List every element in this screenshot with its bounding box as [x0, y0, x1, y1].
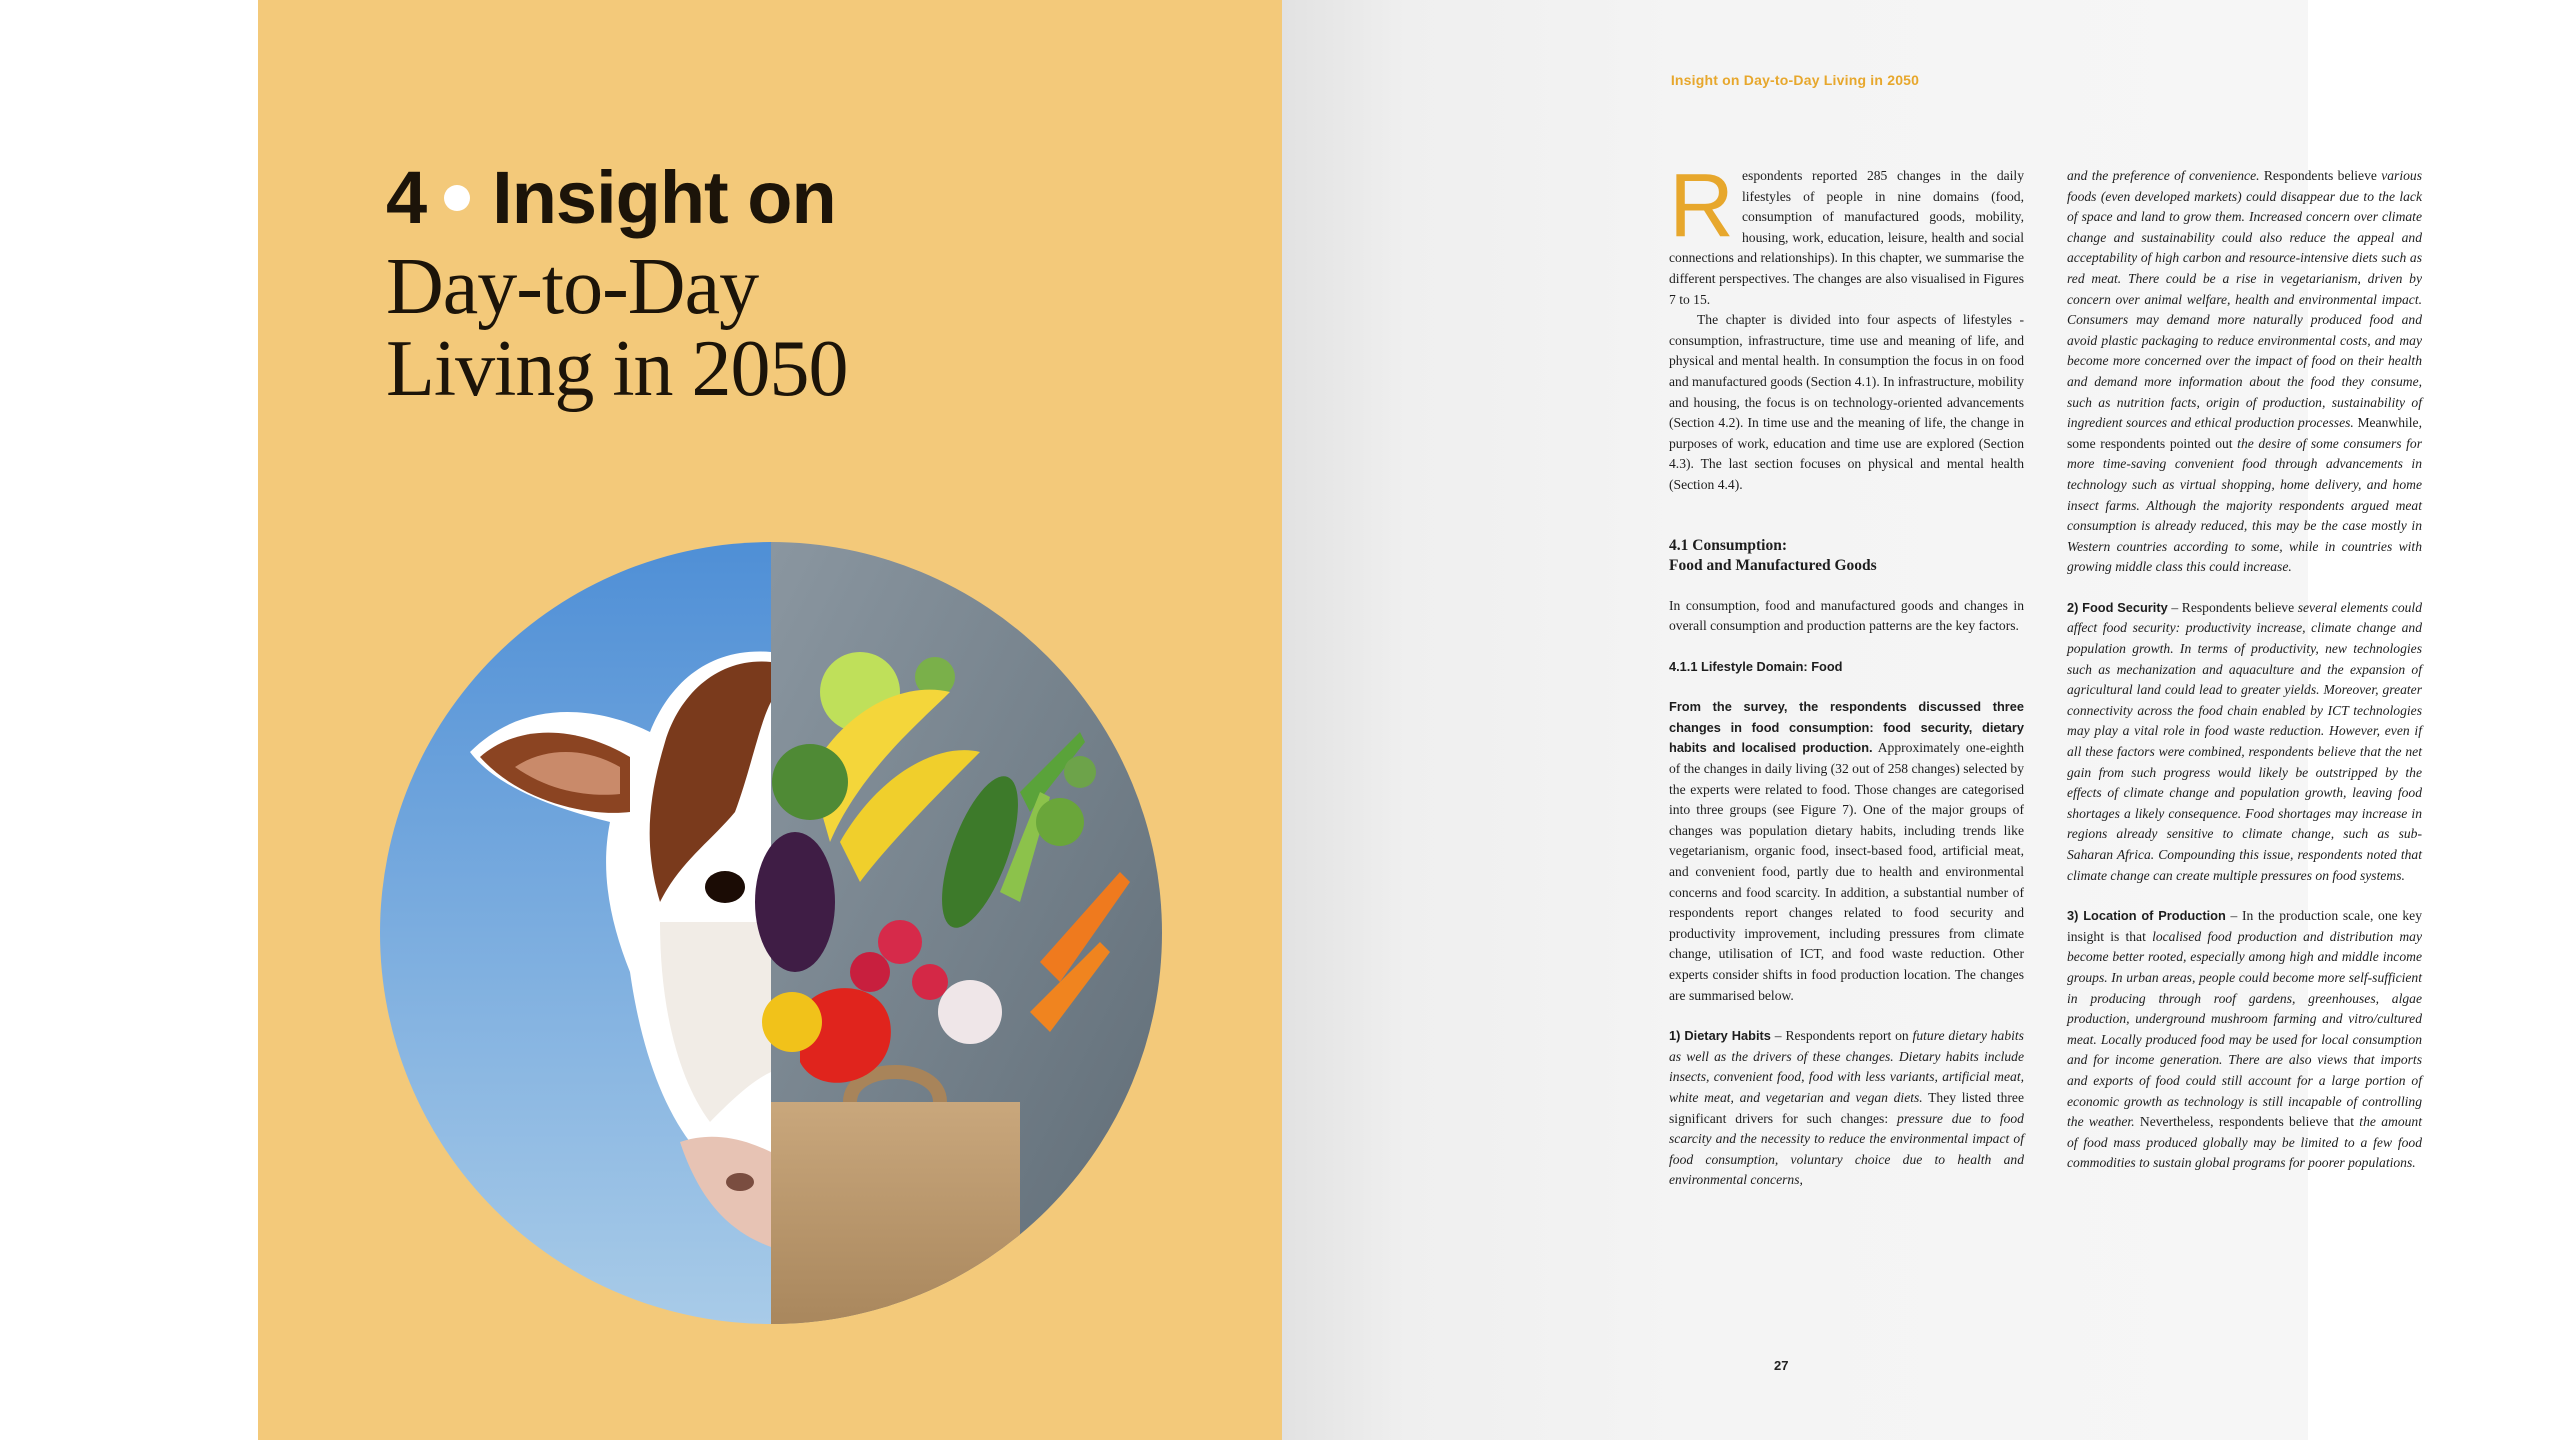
cont-text-e: the desire of some consumers for more time-saving convenient food through advancements in technology such as virtual shopping, home delivery, and home insect farms. Although the majority respondents argued meat consumption is already reduced, this may be the case mostly in Western countries according to some, while in countries with growing middle class this could increase.: [2067, 435, 2422, 575]
running-head: Insight on Day-to-Day Living in 2050: [1670, 72, 1920, 88]
section-heading-line-2: Food and Manufactured Goods: [1669, 556, 1877, 574]
title-line-2: Day-to-Day: [386, 243, 759, 331]
dietary-text-d: pressure due to food scarcity and the necessity to reduce the environmental impact of food consumption, voluntary choice due to health and environmental concerns,: [1669, 1110, 2024, 1188]
title-insight: Insight on: [492, 156, 836, 239]
dietary-text-c: They listed three significant drivers for such changes:: [1669, 1089, 2024, 1126]
drop-cap: R: [1669, 156, 1734, 256]
left-page: [258, 0, 1282, 1440]
dietary-continued-paragraph: [2067, 166, 2422, 578]
cow-vegetables-image: [380, 542, 1162, 1324]
food-security-paragraph: [2067, 598, 2422, 886]
section-heading: [1669, 536, 2024, 576]
security-text-b: several elements could affect food security: productivity increase, climate change and population growth. In terms of productivity, new technologies such as mechanization and aquaculture and the expansion of agricultural land could lead to greater yields. Moreover, greater connectivity across the food chain enabled by ICT technologies may play a vital role in food waste reduction. However, even if all these factors were combined, respondents believe that the net gain from such progress would likely be outstripped by the effects of climate change and population growth, leaving food shortages a likely consequence. Food shortages may increase in regions already sensitive to climate change, such as sub-Saharan Africa. Compounding this issue, respondents noted that climate change can create multiple pressures on food systems.: [2067, 599, 2422, 883]
title-line-1: [386, 150, 848, 246]
survey-lead-bold: From the survey, the respondents discussed three changes in food consumption: food security, dietary habits and localised production.: [1669, 699, 2024, 756]
intro-paragraph-1: espondents reported 285 changes in the daily lifestyles of people in nine domains (food, consumption of manufactured goods, mobility, housing, work, education, leisure, health and social connections and relationships). In this chapter, we summarise the different perspectives. The changes are also visualised in Figures 7 to 15.: [1669, 168, 2024, 307]
chapter-title: [386, 150, 848, 413]
cont-text-d: Meanwhile, some respondents pointed out: [2067, 415, 2422, 451]
security-text-a: – Respondents believe: [2167, 599, 2298, 615]
section-heading-line-1: 4.1 Consumption:: [1669, 536, 1787, 554]
title-line-3: Living in 2050: [386, 325, 848, 413]
location-of-production-paragraph: [2067, 906, 2422, 1174]
dietary-text-a: – Respondents report on: [1770, 1028, 1913, 1044]
location-label: 3) Location of Production: [2067, 908, 2226, 924]
magazine-spread: [258, 0, 2422, 1440]
location-text-c: Nevertheless, respondents believe that: [2134, 1114, 2360, 1130]
dietary-habits-paragraph: [1669, 1026, 2024, 1191]
cont-text-c: various foods (even developed markets) could disappear due to the lack of space and land to grow them. Increased concern over climate change and sustainability could also reduce the appeal and acceptability of high carbon and resource-intensive diets such as red meat. There could be a rise in vegetarianism, driven by concern over animal welfare, health and environmental impact. Consumers may demand more naturally produced food and avoid plastic packaging to reduce environmental costs, and may become more concerned over the impact of food on their health and demand more information about the food they consume, such as nutrition facts, origin of production, sustainability of ingredient sources and ethical production processes.: [2067, 168, 2422, 431]
location-text-d: the amount of food mass produced globally may be limited to a few food commodities to sustain global programs for poorer populations.: [2067, 1114, 2422, 1171]
right-page: [1282, 0, 2422, 1440]
survey-paragraph: [1669, 697, 2024, 1006]
intro-paragraph-2: The chapter is divided into four aspects of lifestyles - consumption, infrastructure, time use and meaning of life, and physical and mental health. In consumption the focus in on food and manufactured goods (Section 4.1). In infrastructure, mobility and housing, the focus is on technology-oriented advancements (Section 4.2). In time use and the meaning of life, the change in purposes of work, education and time use are explored (Section 4.3). The last section focuses on physical and mental health (Section 4.4).: [1669, 312, 2024, 492]
text-column-2: [2067, 166, 2422, 1174]
cont-text-b: Respondents believe: [2259, 168, 2382, 183]
food-security-label: 2) Food Security: [2067, 599, 2168, 615]
section-paragraph: In consumption, food and manufactured goods and changes in overall consumption and production patterns are the key factors.: [1669, 597, 2024, 634]
location-text-b: localised food production and distribution may become better rooted, especially among high and middle income groups. In urban areas, people could become more self-sufficient in producing through roof gardens, greenhouses, algae production, underground mushroom farming and vitro/cultured meat. Locally produced food may be used for local consumption and for income generation. There are also views that imports and exports of food could still account for a large portion of economic growth as technology is still incapable of controlling the weather.: [2067, 928, 2422, 1130]
cont-text-a: and the preference of convenience.: [2067, 168, 2260, 183]
chapter-number: 4: [386, 156, 427, 239]
dietary-habits-label: 1) Dietary Habits: [1669, 1028, 1771, 1044]
survey-body: Approximately one-eighth of the changes in daily living (32 out of 258 changes) selected by the experts were related to food. Those changes are categorised into three groups (see Figure 7). One of the major groups of changes was population dietary habits, including trends like vegetarianism, organic food, insect-based food, artificial meat, and convenient food, partly due to health and environmental concerns and food scarcity. In addition, a substantial number of respondents report changes related to food security and productivity improvement, including pressures from climate change, utilisation of ICT, and food waste reduction. Other experts consider shifts in food production location. The changes are summarised below.: [1669, 740, 2024, 1003]
dietary-text-b: future dietary habits as well as the drivers of these changes. Dietary habits include insects, convenient food, food with less variants, artificial meat, white meat, and vegetarian and vegan diets.: [1669, 1028, 2024, 1105]
text-column-1: [1669, 156, 2024, 1191]
bullet-dot-icon: [444, 185, 470, 211]
subsection-heading: 4.1.1 Lifestyle Domain: Food: [1669, 658, 1843, 674]
location-text-a: – In the production scale, one key insight is that: [2067, 908, 2422, 944]
page-number: 27: [1774, 1358, 1789, 1373]
